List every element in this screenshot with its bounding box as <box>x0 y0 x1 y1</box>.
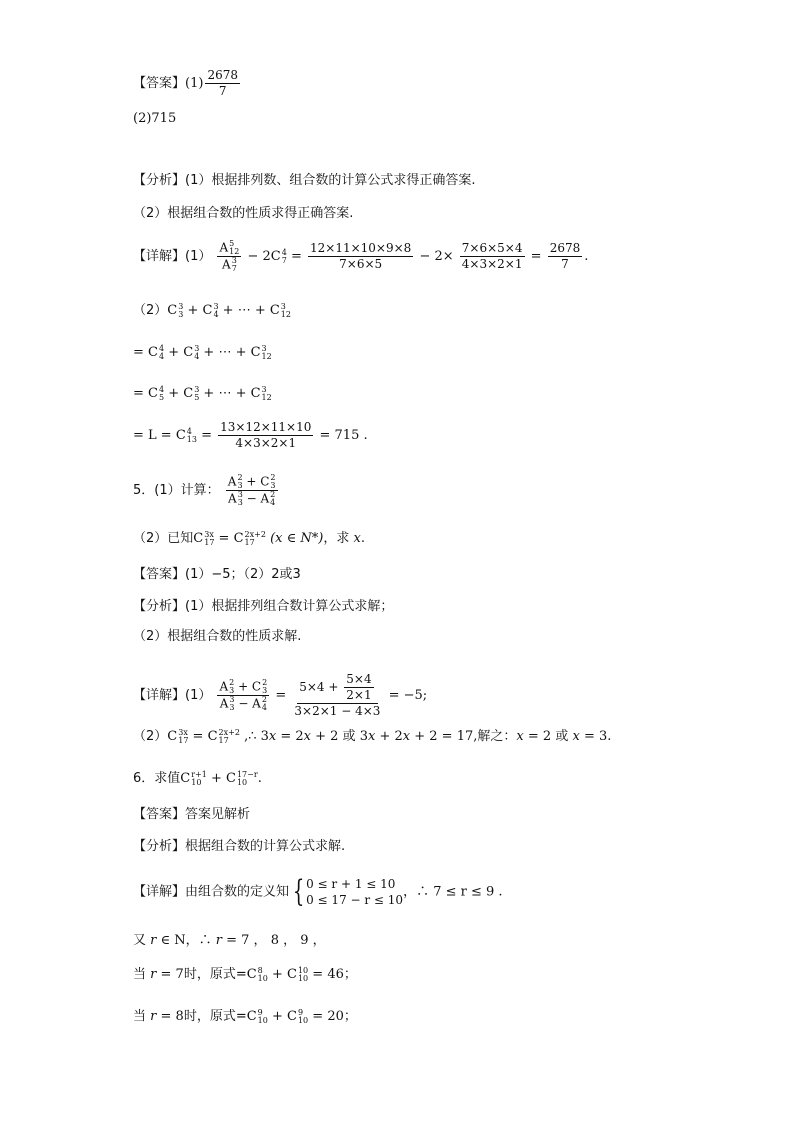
answer-fraction <box>205 68 240 99</box>
detail-5-part2: （2）C 3x 17 = C 2x+2 17 ,∴ 3x = 2x + 2 或 3x + 2x + 2 = 17,解之：x = 2 或 x = 3. <box>133 727 612 745</box>
detail-5-fraction-2: 5×4 + $\frac{5\times 4}{2\times 1}$ 3×2×1 − 4×3 <box>294 672 381 718</box>
detail-6-line4: 当 r = 8时，原式=C 9 10 + C 9 10 = 20； <box>133 1007 357 1025</box>
perm-den: A <box>222 257 231 272</box>
answer-5: 【答案】(1）−5；（2）2或3 <box>133 567 301 582</box>
analysis-5-line1: 【分析】(1）根据排列组合数计算公式求解； <box>133 599 394 614</box>
problem-5-fraction: A 2 3 + C 2 3 A 3 3 − A 2 4 <box>227 473 276 507</box>
detail-1: 【详解】(1） A 5 12 A 3 7 − 2C 4 7 = $\frac{12\times 11\times 10\times 9\times 8}{7\times 6\times 5}$ − 2× $\frac{7\times 6\times 5\times 4}{4\times 3\times 2\times 1}$ = $\frac{2678}{7}$ . <box>133 239 589 273</box>
minus-2: − 2× <box>419 249 454 264</box>
equals-2: = <box>530 249 542 264</box>
detail-6: 【详解】由组合数的定义知 { 0 ≤ r + 1 ≤ 10 0 ≤ 17 − r ≤ 10 ，∴ 7 ≤ r ≤ 9 . <box>133 874 503 909</box>
answer-part2: (2)715 <box>133 111 177 126</box>
analysis-1-line1: 【分析】(1）根据排列数、组合数的计算公式求得正确答案. <box>133 173 476 188</box>
detail-6-line3: 当 r = 7时，原式=C 8 10 + C 10 10 = 46； <box>133 965 357 983</box>
result-fraction: $\frac{2678}{7}$ <box>549 241 581 271</box>
problem-6: 6．求值C r+1 10 + C 17−r 10 . <box>133 769 262 787</box>
problem-5-part2: （2）已知C 3x 17 = C 2x+2 17 (x ∈ N*)，求 x. <box>133 529 365 547</box>
fraction-numerator: 2678 <box>207 68 238 82</box>
analysis-1-line2: （2）根据组合数的性质求得正确答案. <box>133 206 354 221</box>
detail-label: 【详解】(1） <box>133 249 212 264</box>
c13-fraction: $\frac{13\times 12\times 11\times 10}{4\times 3\times 2\times 1}$ <box>220 420 312 450</box>
analysis-5-line2: （2）根据组合数的性质求解. <box>133 629 302 644</box>
answer-1 <box>133 68 242 99</box>
answer-6: 【答案】答案见解析 <box>133 807 251 822</box>
analysis-6: 【分析】根据组合数的计算公式求解. <box>133 839 346 854</box>
problem-5: 5．(1）计算： A 2 3 + C 2 3 A 3 3 − A 2 4 <box>133 473 276 507</box>
fraction-denominator: 7 <box>218 84 227 98</box>
perm-num: A <box>219 240 229 255</box>
answer-part1-prefix: (1) <box>185 76 204 91</box>
detail-5: 【详解】(1） A 2 3 + C 2 3 A 3 3 − A 2 4 = 5×4 + $\frac{5\times 4}{2\times 1}$ 3×2×1 − 4×3 = −5; <box>133 672 428 718</box>
detail-6-line2: 又 r ∈ N，∴ r = 7 ， 8 ， 9 ， <box>133 933 326 948</box>
calc-fraction-2: $\frac{7\times 6\times 5\times 4}{4\times 3\times 2\times 1}$ <box>461 241 523 271</box>
answer-label: 【答案】 <box>133 76 186 91</box>
detail-1-part2-line4: = L = C 4 13 = $\frac{13\times 12\times 11\times 10}{4\times 3\times 2\times 1}$ = 715 . <box>133 420 368 450</box>
calc-fraction-1: $\frac{12\times 11\times 10\times 9\times 8}{7\times 6\times 5}$ <box>310 241 412 271</box>
perm-fraction: A 5 12 A 3 7 <box>219 239 240 273</box>
minus-term: − 2C <box>247 249 281 264</box>
detail-1-part2-line1: （2）C 3 3 + C 3 4 + ⋯ + C 3 12 <box>133 301 291 319</box>
detail-1-part2-line3: = C 4 5 + C 3 5 + ⋯ + C 3 12 <box>133 384 272 402</box>
detail-1-part2-line2: = C 4 4 + C 3 4 + ⋯ + C 3 12 <box>133 343 272 361</box>
detail-5-fraction-1: A 2 3 + C 2 3 A 3 3 − A 2 4 <box>219 678 268 712</box>
equals: = <box>290 249 302 264</box>
